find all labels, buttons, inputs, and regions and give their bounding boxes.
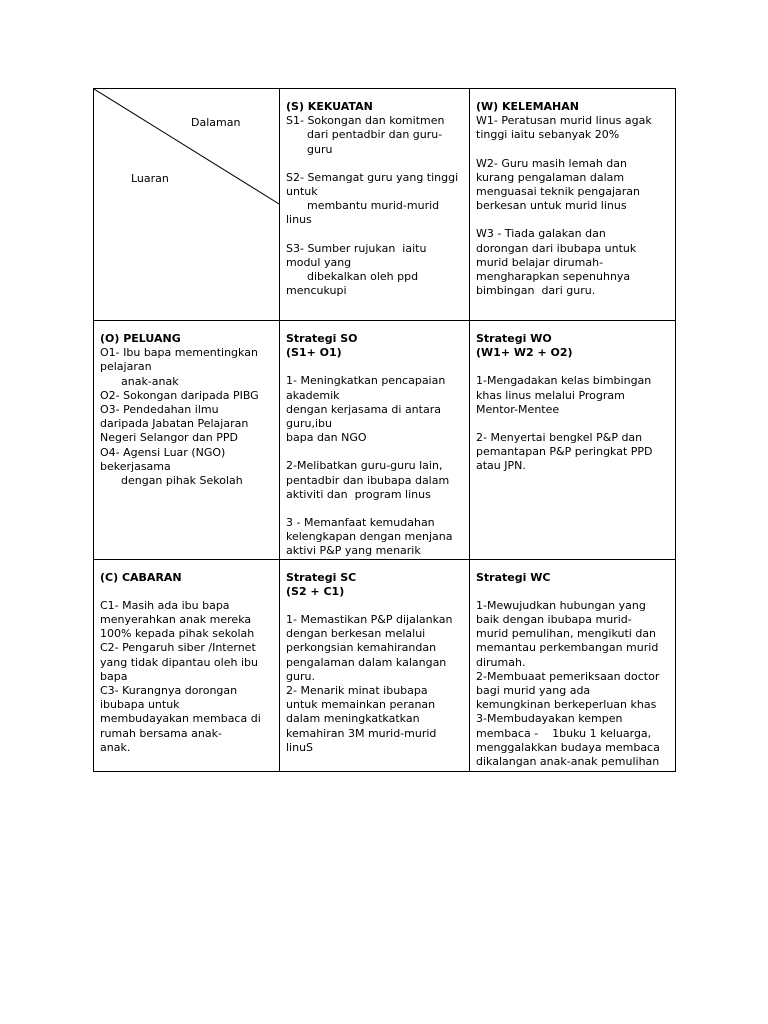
strategy-wc-cell: [470, 559, 676, 771]
strategy-wo-item-2: 2- Menyertai bengkel P&P dan pemantapan P&P peringkat PPD atau JPN.: [476, 431, 653, 473]
strategy-wc-title: Strategi WC: [476, 570, 551, 584]
strategy-wo-title: Strategi WO: [476, 332, 552, 345]
strategy-sc-cell: [280, 559, 470, 771]
corner-internal-label: Dalaman: [191, 116, 241, 129]
strategy-so-item-2: 2-Melibatkan guru-guru lain, pentadbir dan ibubapa dalam aktiviti dan program linus: [286, 459, 450, 501]
weaknesses-heading: (W) KELEMAHAN: [476, 100, 579, 113]
corner-diagonal-line: [94, 89, 279, 320]
swot-row-internal: [94, 89, 676, 321]
strategy-wc-text: 1-Mewujudkan hubungan yang baik dengan ibubapa murid- murid pemulihan, mengikuti dan memantau perkembangan murid dirumah. 2-Membuaat pemeriksaan doctor bagi murid yang ada kemungkinan berkeperluan khas 3-Membudayakan kempen membaca - 1buku 1 keluarga, menggalakkan budaya membaca dikalangan anak-anak pemulihan: [476, 598, 660, 769]
strategy-wo-formula: (W1+ W2 + O2): [476, 346, 573, 360]
weaknesses-cell: [470, 89, 676, 321]
strategy-so-item-3: 3 - Memanfaat kemudahan kelengkapan dengan menjana aktivi P&P yang menarik: [286, 516, 453, 558]
weakness-item-w2: W2- Guru masih lemah dan kurang pengalaman dalam menguasai teknik pengajaran berkesan untuk murid linus: [476, 156, 640, 213]
strength-item-s3: S3- Sumber rujukan iaitu modul yang dibekalkan oleh ppd mencukupi: [286, 241, 427, 298]
strengths-heading: (S) KEKUATAN: [286, 100, 373, 113]
opportunities-cell: [94, 321, 280, 560]
strategy-so-cell: [280, 321, 470, 560]
threats-heading: (C) CABARAN: [100, 570, 182, 584]
threats-cell: [94, 559, 280, 771]
corner-external-label: Luaran: [131, 172, 169, 185]
strategy-so-item-1: 1- Meningkatkan pencapaian akademik dengan kerjasama di antara guru,ibu bapa dan NGO: [286, 374, 446, 445]
strength-item-s2: S2- Semangat guru yang tinggi untuk membantu murid-murid linus: [286, 170, 459, 227]
threats-text: C1- Masih ada ibu bapa menyerahkan anak mereka 100% kepada pihak sekolah C2- Pengaruh siber /Internet yang tidak dipantau oleh ibu bapa C3- Kurangnya dorongan ibubapa untuk membudayakan membaca di rumah bersama anak- anak.: [100, 598, 261, 754]
weakness-item-w1: W1- Peratusan murid linus agak tinggi iaitu sebanyak 20%: [476, 114, 652, 142]
strengths-cell: [280, 89, 470, 321]
corner-cell: [94, 89, 280, 321]
swot-row-threats: [94, 559, 676, 771]
swot-row-opportunities: [94, 321, 676, 560]
strategy-so-title: Strategi SO: [286, 332, 358, 345]
strategy-sc-text: 1- Memastikan P&P dijalankan dengan berkesan melalui perkongsian kemahirandan pengalaman dalam kalangan guru. 2- Menarik minat ibubapa untuk memainkan peranan dalam meningkatkatkan kemahiran 3M murid-murid linuS: [286, 613, 453, 754]
strength-item-s1: S1- Sokongan dan komitmen dari pentadbir dan guru- guru: [286, 114, 445, 156]
strategy-wo-item-1: 1-Mengadakan kelas bimbingan khas linus melalui Program Mentor-Mentee: [476, 374, 652, 416]
strategy-sc-title: Strategi SC: [286, 570, 357, 584]
opportunities-text: O1- Ibu bapa mementingkan pelajaran anak-anak O2- Sokongan daripada PIBG O3- Pendedahan ilmu daripada Jabatan Pelajaran Negeri Selangor dan PPD O4- Agensi Luar (NGO) bekerjasama dengan pihak Sekolah: [100, 346, 259, 488]
swot-table: [93, 88, 676, 772]
opportunities-heading: (O) PELUANG: [100, 332, 181, 345]
strategy-so-formula: (S1+ O1): [286, 346, 342, 360]
strategy-wo-cell: [470, 321, 676, 560]
strategy-sc-formula: (S2 + C1): [286, 584, 345, 598]
weakness-item-w3: W3 - Tiada galakan dan dorongan dari ibubapa untuk murid belajar dirumah- mengharapkan sepenuhnya bimbingan dari guru.: [476, 227, 637, 298]
